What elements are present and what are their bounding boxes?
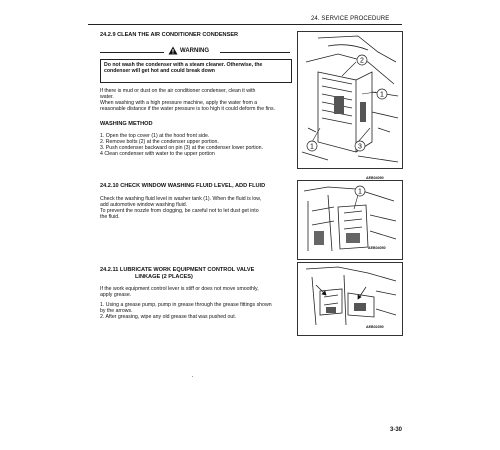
step-item: 2. After greasing, wipe any old grease that was pushed out. bbox=[100, 314, 237, 320]
para-line: apply grease. bbox=[100, 292, 132, 298]
warning-rule-left bbox=[100, 52, 164, 53]
callout-2: 2 bbox=[360, 57, 364, 65]
para-line: If there is mud or dust on the air conditioner condenser, clean it with bbox=[100, 88, 256, 94]
scan-speck bbox=[192, 376, 193, 377]
callout-1-lower: 1 bbox=[310, 143, 314, 151]
step-item: 1. Using a grease pump, pump in grease through the grease fittings shown bbox=[100, 302, 272, 308]
section-title-washer-fluid: 24.2.10 CHECK WINDOW WASHING FLUID LEVEL, ADD FLUID bbox=[100, 183, 266, 189]
control-valve-linkage-figure bbox=[297, 262, 403, 336]
washing-method-title: WASHING METHOD bbox=[100, 121, 153, 127]
step-item: 2. Remove bolts (2) at the condenser upper portion. bbox=[100, 139, 219, 145]
section-title-lubricate: 24.2.11 LUBRICATE WORK EQUIPMENT CONTROL VALVE bbox=[100, 267, 255, 273]
callout-1: 1 bbox=[358, 188, 362, 196]
warning-text-line-1: Do not wash the condenser with a steam cleaner. Otherwise, the bbox=[104, 62, 263, 68]
callout-1: 1 bbox=[380, 91, 384, 99]
callout-3: 3 bbox=[358, 143, 362, 151]
para-line: Check the washing fluid level in washer tank (1). When the fluid is low, bbox=[100, 196, 262, 202]
warning-text-line-2: condenser will get hot and could break down bbox=[104, 68, 215, 74]
para-line: reasonable distance if the water pressure is too high it could deform the fins. bbox=[100, 106, 276, 112]
para-line: the fluid. bbox=[100, 214, 120, 220]
step-item: by the arrows. bbox=[100, 308, 133, 314]
washer-tank-figure bbox=[297, 180, 403, 260]
warning-rule-right bbox=[220, 52, 290, 53]
figure-caption: AEB04090 bbox=[366, 176, 384, 180]
page-number: 3-30 bbox=[390, 427, 403, 433]
figure-caption: AEB04050 bbox=[368, 246, 386, 250]
section-title-condenser: 24.2.9 CLEAN THE AIR CONDITIONER CONDENSER bbox=[100, 32, 239, 38]
para-line: add automotive window washing fluid. bbox=[100, 202, 188, 208]
para-line: When washing with a high pressure machine, apply the water from a bbox=[100, 100, 258, 106]
section-title-lubricate-line-2: LINKAGE (2 PLACES) bbox=[135, 274, 193, 280]
header-rule bbox=[88, 24, 402, 25]
para-line: water. bbox=[100, 94, 114, 100]
page-header-section: 24. SERVICE PROCEDURE bbox=[311, 16, 390, 22]
step-item: 3. Push condenser backward on pin (3) at the condenser lower portion. bbox=[100, 145, 263, 151]
condenser-figure bbox=[297, 31, 403, 169]
step-item: 1. Open the top cover (1) at the hood front side. bbox=[100, 133, 210, 139]
warning-label: WARNING bbox=[180, 48, 209, 54]
warning-triangle-icon bbox=[168, 46, 178, 55]
para-line: If the work equipment control lever is stiff or does not move smoothly, bbox=[100, 286, 259, 292]
figure-caption: AEB02390 bbox=[366, 325, 384, 329]
step-item: 4 Clean condenser with water to the upper portion bbox=[100, 151, 215, 157]
para-line: To prevent the nozzle from clogging, be careful not to let dust get into bbox=[100, 208, 259, 214]
